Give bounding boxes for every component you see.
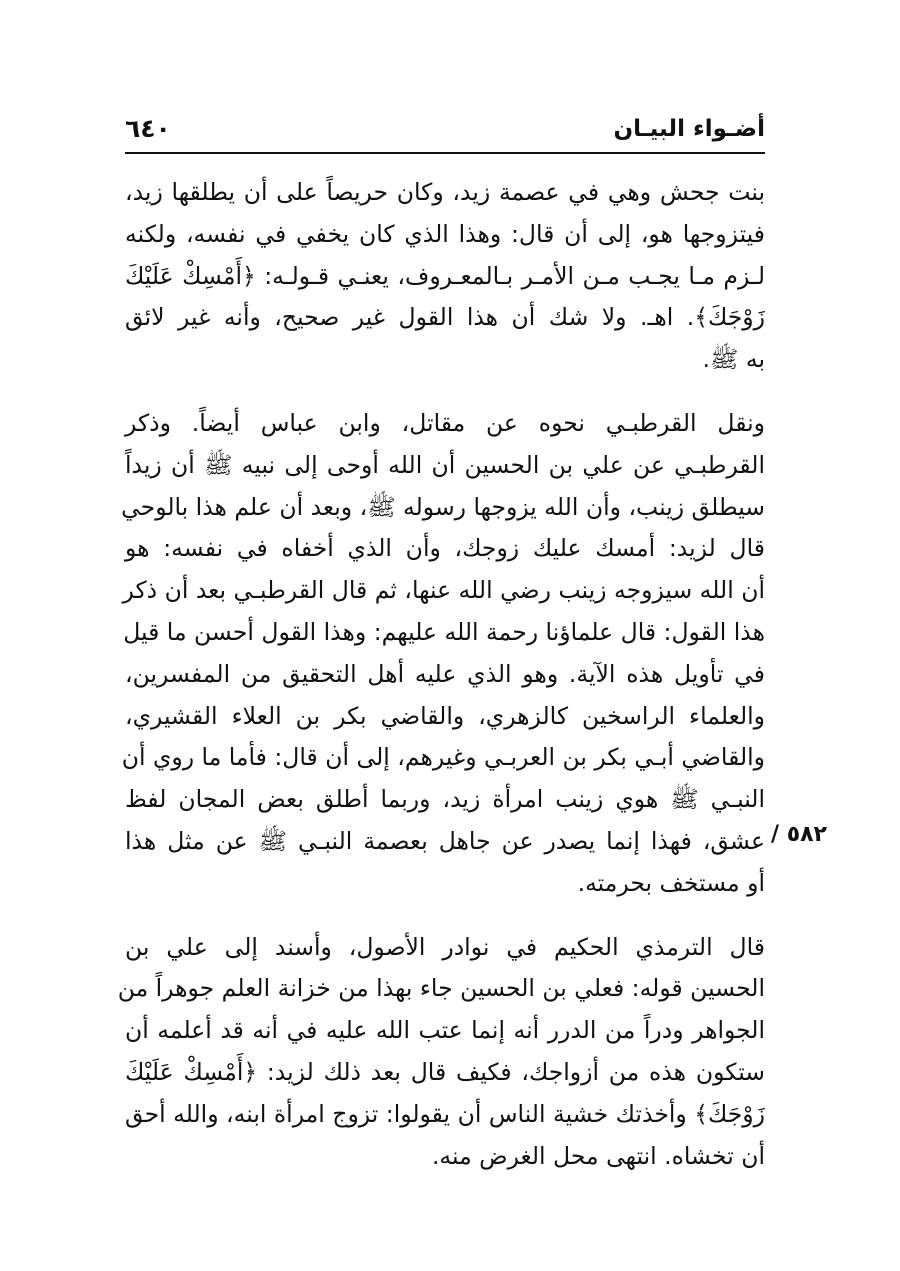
text-line: سيطلق زينب، وأن الله يزوجها رسوله ﷺ، وبعد أن علم هذا بالوحي — [121, 492, 765, 521]
text-line: زَوْجَكَ﴾. اهـ. ولا شك أن هذا القول غير صحيح، وأنه غير لائق — [125, 303, 765, 332]
text-line: لـزم مـا يجـب مـن الأمـر بـالمعـروف، يعنـي قـولـه: ﴿أَمْسِكْ عَلَيْكَ — [125, 261, 765, 290]
text-line: أن الله سيزوجه زينب رضي الله عنها، ثم قال القرطبـي بعد أن ذكر — [122, 576, 765, 605]
text-line: ونقل القرطبـي نحوه عن مقاتل، وابن عباس أيضاً. وذكر — [125, 408, 765, 437]
text-line: والقاضي أبـي بكر بن العربـي وغيرهم، إلى أن قال: فأما ما روي أن — [121, 743, 765, 772]
text-line: هذا القول: قال علماؤنا رحمة الله عليهم: وهذا القول أحسن ما قيل — [123, 617, 765, 646]
paragraph-2 — [121, 403, 765, 905]
text-line: القرطبـي عن علي بن الحسين أن الله أوحى إلى نبيه ﷺ أن زيداً — [125, 450, 765, 479]
text-line: النبـي ﷺ هوي زينب امرأة زيد، وربما أطلق بعض المجان لفظ — [125, 785, 765, 814]
text-line: قال الترمذي الحكيم في نوادر الأصول، وأسند إلى علي بن — [125, 932, 765, 961]
text-line: الحسين قوله: فعلي بن الحسين جاء بهذا من خزانة العلم جوهراً من — [117, 974, 765, 1003]
margin-page-reference: ٥٨٢ / — [771, 822, 827, 847]
text-line: والعلماء الراسخين كالزهري، والقاضي بكر بن العلاء القشيري، — [125, 701, 765, 730]
text-line: الجواهر ودراً من الدرر أنه إنما عتب الله عليه في أنه قد أعلمه أن — [125, 1016, 765, 1045]
text-line: فيتزوجها هو، إلى أن قال: وهذا الذي كان يخفي في نفسه، ولكنه — [125, 219, 765, 248]
text-line: ستكون هذه من أزواجك، فكيف قال بعد ذلك لزيد: ﴿أَمْسِكْ عَلَيْكَ — [125, 1057, 765, 1086]
paragraph-1 — [125, 172, 765, 381]
text-line: بنت جحش وهي في عصمة زيد، وكان حريصاً على أن يطلقها زيد، — [125, 178, 765, 206]
text-line: أو مستخف بحرمته. — [577, 868, 765, 897]
body-text — [117, 172, 765, 1177]
text-line: قال لزيد: أمسك عليك زوجك، وأن الذي أخفاه في نفسه: هو — [125, 534, 765, 563]
book-title: أضـواء البيـان — [613, 116, 765, 142]
page-header — [125, 112, 765, 154]
text-line: به ﷺ. — [702, 345, 765, 374]
text-line: زَوْجَكَ﴾ وأخذتك خشية الناس أن يقولوا: تزوج امرأة ابنه، والله أحق — [125, 1099, 765, 1128]
text-line: في تأويل هذه الآية. وهو الذي عليه أهل التحقيق من المفسرين، — [125, 659, 765, 688]
text-line: أن تخشاه. انتهى محل الغرض منه. — [431, 1141, 765, 1170]
page-number: ٦٤٠ — [125, 114, 171, 143]
paragraph-3 — [117, 927, 765, 1178]
text-line: عشق، فهذا إنما يصدر عن جاهل بعصمة النبـي ﷺ عن مثل هذا — [125, 826, 765, 855]
